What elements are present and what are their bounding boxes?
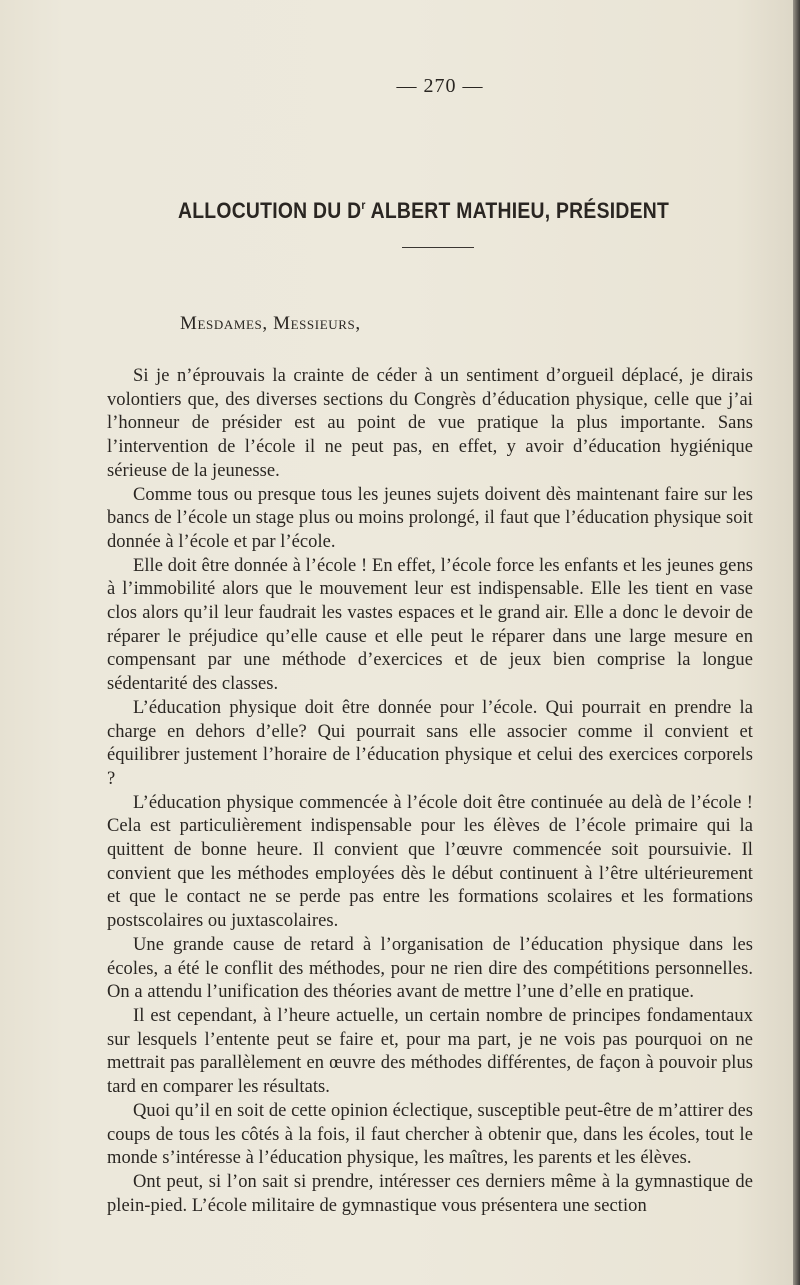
salutation: Mesdames, Messieurs, <box>180 313 361 334</box>
paragraph: Comme tous ou presque tous les jeunes sujets doivent dès maintenant faire sur les bancs de l’école un stage plus ou moins prolongé, il faut que l’éducation physique soit donnée à l’école et par l’école. <box>107 484 753 552</box>
title-part-start: ALLOCUTION DU D <box>178 198 362 223</box>
section-title <box>178 198 670 224</box>
paragraph: Quoi qu’il en soit de cette opinion éclectique, susceptible peut-être de m’attirer des coups de tous les côtés à la fois, il faut chercher à obtenir que, dans les écoles, tout le monde s’intéresse à l’éducation physique, les maîtres, les parents et les élèves. <box>107 1100 753 1169</box>
title-divider <box>402 247 474 248</box>
paragraph: Ont peut, si l’on sait si prendre, intéresser ces derniers même à la gymnastique de plein-pied. L’école militaire de gymnastique vous présentera une section <box>107 1171 753 1216</box>
paragraph: L’éducation physique doit être donnée pour l’école. Qui pourrait en prendre la charge en dehors d’elle? Qui pourrait sans elle associer comme il convient et équilibrer justement l’horaire de l’éducation physique et celui des exercices corporels ? <box>107 697 753 789</box>
page-edge-shadow <box>793 0 800 1285</box>
title-superscript: r <box>361 198 366 212</box>
paragraph: Si je n’éprouvais la crainte de céder à un sentiment d’orgueil déplacé, je dirais volontiers que, des diverses sections du Congrès d’éducation physique, celle que j’ai l’honneur de présider est au point de vue pratique la plus importante. Sans l’intervention de l’école il ne peut pas, en effet, y avoir d’éducation hygiénique sérieuse de la jeunesse. <box>107 366 753 481</box>
page-number: — 270 — <box>396 75 484 97</box>
body-text <box>107 365 753 1218</box>
paragraph: Il est cependant, à l’heure actuelle, un certain nombre de principes fondamentaux sur lesquels l’entente peut se faire et, pour ma part, je ne vois pas pourquoi on ne mettrait pas parallèlement en œuvre des méthodes différentes, de façon à pouvoir plus tard en comparer les résultats. <box>107 1005 753 1098</box>
paragraph: Elle doit être donnée à l’école ! En effet, l’école force les enfants et les jeunes gens à l’immobilité alors que le mouvement leur est indispensable. Elle les tient en vase clos alors qu’il leur faudrait les vastes espaces et le grand air. Elle a donc le devoir de réparer le préjudice qu’elle cause et elle peut le réparer dans une large mesure en compensant par une méthode d’exercices et de jeux bien comprise la longue sédentarité des classes. <box>107 555 753 695</box>
paragraph: L’éducation physique commencée à l’école doit être continuée au delà de l’école ! Cela est particulièrement indispensable pour les élèves de l’école primaire qui la quittent de bonne heure. Il convient que l’œuvre commencée soit poursuivie. Il convient que les méthodes employées dès le début continuent à l’être ultérieurement et que le contact ne se perde pas entre les formations scolaires et les formations postscolaires ou juxtascolaires. <box>107 792 753 932</box>
title-part-end: ALBERT MATHIEU, PRÉSIDENT <box>365 198 670 223</box>
paragraph: Une grande cause de retard à l’organisation de l’éducation physique dans les écoles, a été le conflit des méthodes, pour ne rien dire des compétitions personnelles. On a attendu l’unification des théories avant de mettre l’une d’elle en pratique. <box>107 934 753 1003</box>
